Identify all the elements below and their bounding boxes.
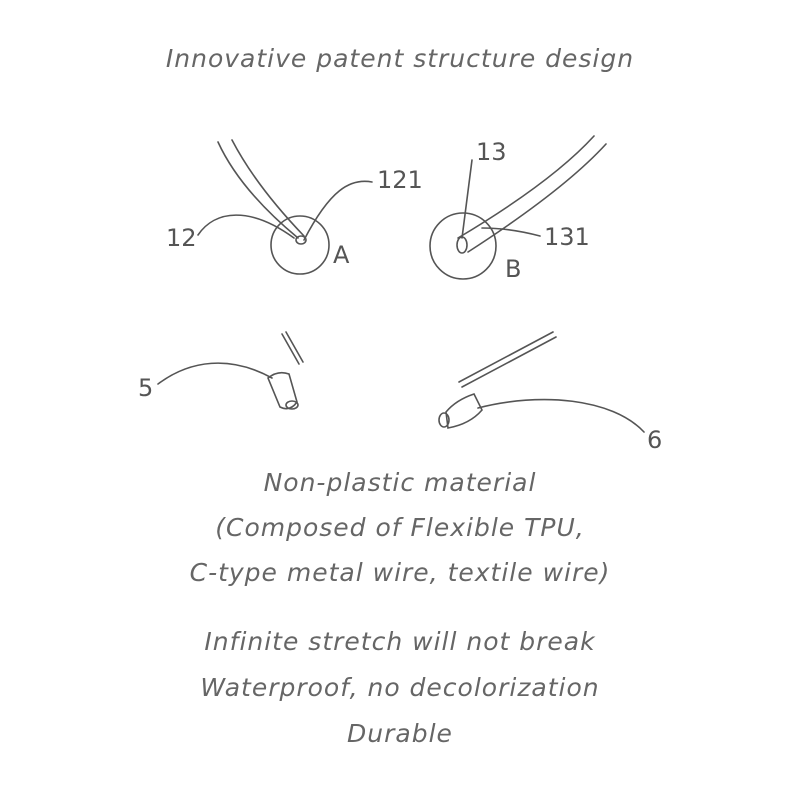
label-b: B	[505, 255, 522, 283]
leader-13	[462, 160, 472, 238]
material-line: C-type metal wire, textile wire)	[189, 558, 611, 587]
leader-6	[478, 400, 644, 432]
figure-6	[439, 332, 644, 432]
detail-circle-b	[430, 213, 496, 279]
label-12: 12	[166, 224, 197, 252]
feature-item: Waterproof, no decolorization	[200, 673, 600, 702]
page-title: Innovative patent structure design	[165, 44, 635, 73]
material-heading: Non-plastic material	[263, 468, 537, 497]
material-line: (Composed of Flexible TPU,	[215, 513, 585, 542]
wire-6-b	[462, 337, 556, 387]
label-13: 13	[476, 138, 507, 166]
tip-6	[446, 394, 482, 428]
wire-6-a	[459, 332, 553, 382]
label-a: A	[333, 241, 350, 269]
label-121: 121	[377, 166, 423, 194]
feature-item: Durable	[347, 719, 453, 748]
leader-12	[198, 215, 294, 238]
figure-5	[158, 332, 303, 409]
wire-b-tip	[457, 237, 467, 253]
label-5: 5	[138, 374, 154, 402]
leader-121	[304, 181, 372, 240]
feature-item: Infinite stretch will not break	[204, 627, 596, 656]
label-131: 131	[544, 223, 590, 251]
wire-a-outer	[218, 142, 298, 238]
label-6: 6	[647, 426, 663, 454]
detail-circle-a	[271, 216, 329, 274]
leader-5	[158, 363, 272, 384]
wire-a-inner	[232, 140, 304, 236]
